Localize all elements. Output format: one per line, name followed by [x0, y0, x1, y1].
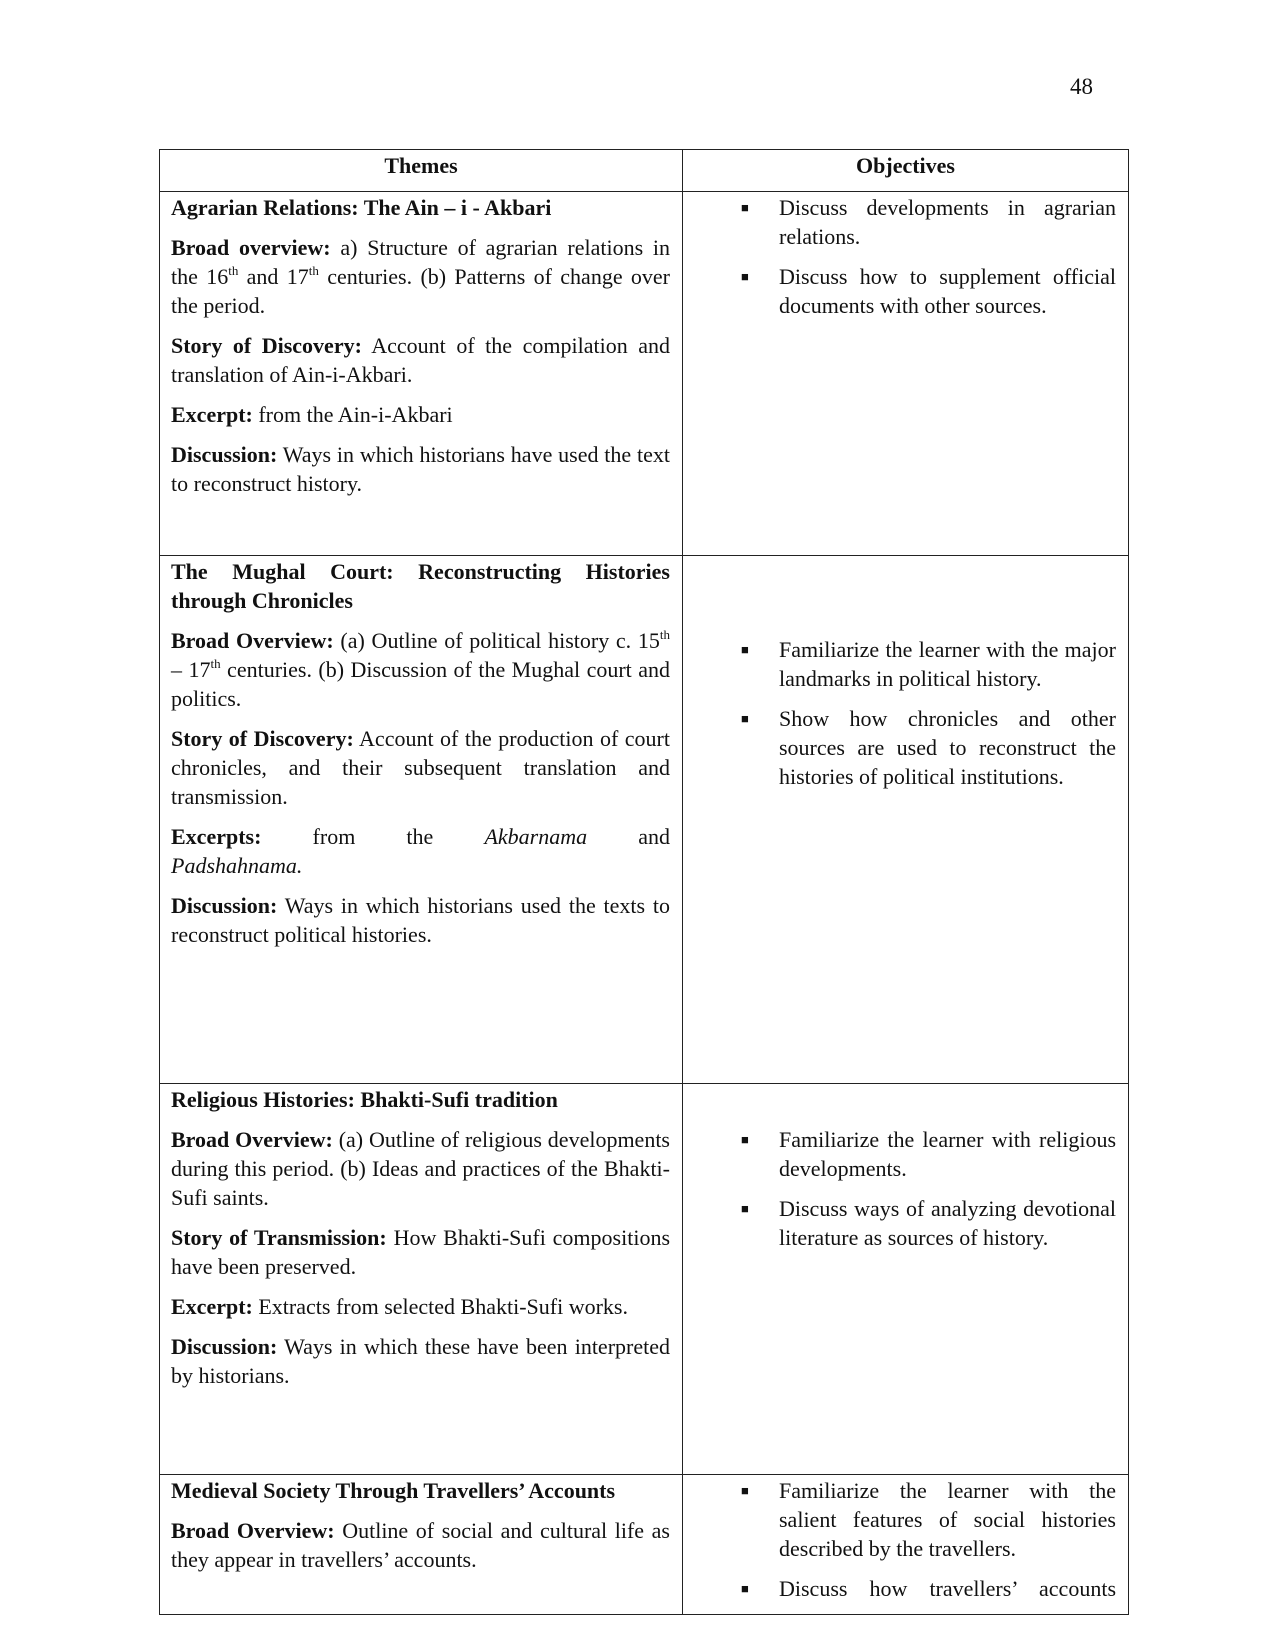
- objectives-list: [695, 193, 1116, 320]
- list-item: ■ Discuss how to supplement official documents with other sources.: [741, 264, 1116, 318]
- broad-overview: Broad Overview: (a) Outline of religious developments during this period. (b) Ideas and practices of the Bhakti-Sufi saints.: [171, 1127, 670, 1210]
- discussion: Discussion: Ways in which historians have used the text to reconstruct history.: [171, 442, 670, 496]
- table-row: [160, 556, 1129, 1084]
- table-row: [160, 1475, 1129, 1615]
- themes-header: Themes: [160, 150, 683, 192]
- square-bullet-icon: ■: [741, 1201, 749, 1216]
- theme-cell: [160, 1475, 683, 1615]
- theme-title: Medieval Society Through Travellers’ Accounts: [171, 1478, 616, 1503]
- list-item: ■ Discuss how travellers’ accounts: [741, 1576, 1116, 1601]
- objectives-list: [695, 635, 1116, 791]
- theme-title: The Mughal Court: Reconstructing Histories through Chronicles: [171, 559, 670, 613]
- page-number: 48: [1070, 74, 1093, 99]
- objectives-list: [695, 1125, 1116, 1252]
- list-item: ■ Familiarize the learner with the salient features of social histories described by the travellers.: [741, 1478, 1116, 1561]
- objectives-cell: [683, 1084, 1129, 1475]
- discussion: Discussion: Ways in which historians used the texts to reconstruct political histories.: [171, 893, 670, 947]
- excerpt-continued: Padshahnama.: [171, 853, 303, 878]
- discussion: Discussion: Ways in which these have been interpreted by historians.: [171, 1334, 670, 1388]
- list-item: ■ Discuss developments in agrarian relations.: [741, 195, 1116, 249]
- table-row: [160, 1084, 1129, 1475]
- objectives-cell: [683, 192, 1129, 556]
- objectives-list: [695, 1476, 1116, 1603]
- table-header-row: [160, 150, 1129, 192]
- broad-overview: Broad Overview: Outline of social and cultural life as they appear in travellers’ accounts.: [171, 1518, 670, 1572]
- objectives-cell: [683, 556, 1129, 1084]
- square-bullet-icon: ■: [741, 1581, 749, 1596]
- list-item: ■ Familiarize the learner with the major landmarks in political history.: [741, 637, 1116, 691]
- excerpt: Excerpt: from the Ain-i-Akbari: [171, 402, 453, 427]
- theme-title: Agrarian Relations: The Ain – i - Akbari: [171, 195, 552, 220]
- list-item: ■ Discuss ways of analyzing devotional literature as sources of history.: [741, 1196, 1116, 1250]
- syllabus-table: [159, 149, 1129, 1615]
- theme-title: Religious Histories: Bhakti-Sufi tradition: [171, 1087, 558, 1112]
- square-bullet-icon: ■: [741, 1132, 749, 1147]
- square-bullet-icon: ■: [741, 711, 749, 726]
- table-row: [160, 192, 1129, 556]
- excerpt: Excerpt: Extracts from selected Bhakti-Sufi works.: [171, 1294, 628, 1319]
- square-bullet-icon: ■: [741, 200, 749, 215]
- square-bullet-icon: ■: [741, 1483, 749, 1498]
- broad-overview: Broad overview: a) Structure of agrarian relations in the 16th and 17th centuries. (b) Patterns of change over the period.: [171, 235, 671, 318]
- excerpt: Excerpts: from the Akbarnama and: [171, 824, 670, 849]
- theme-cell: [160, 192, 683, 556]
- square-bullet-icon: ■: [741, 269, 749, 284]
- broad-overview: Broad Overview: (a) Outline of political history c. 15th – 17th centuries. (b) Discussion of the Mughal court and politics.: [171, 627, 671, 711]
- list-item: ■ Familiarize the learner with religious developments.: [741, 1127, 1116, 1181]
- theme-cell: [160, 556, 683, 1084]
- theme-cell: [160, 1084, 683, 1475]
- objectives-cell: [683, 1475, 1129, 1615]
- objectives-header: Objectives: [683, 150, 1129, 192]
- story-of-discovery: Story of Discovery: Account of the compilation and translation of Ain-i-Akbari.: [171, 333, 670, 387]
- story-of-transmission: Story of Transmission: How Bhakti-Sufi compositions have been preserved.: [171, 1225, 671, 1279]
- square-bullet-icon: ■: [741, 642, 749, 657]
- list-item: ■ Show how chronicles and other sources are used to reconstruct the histories of political institutions.: [741, 706, 1116, 789]
- story-of-discovery: Story of Discovery: Account of the production of court chronicles, and their subsequent translation and transmission.: [171, 726, 670, 809]
